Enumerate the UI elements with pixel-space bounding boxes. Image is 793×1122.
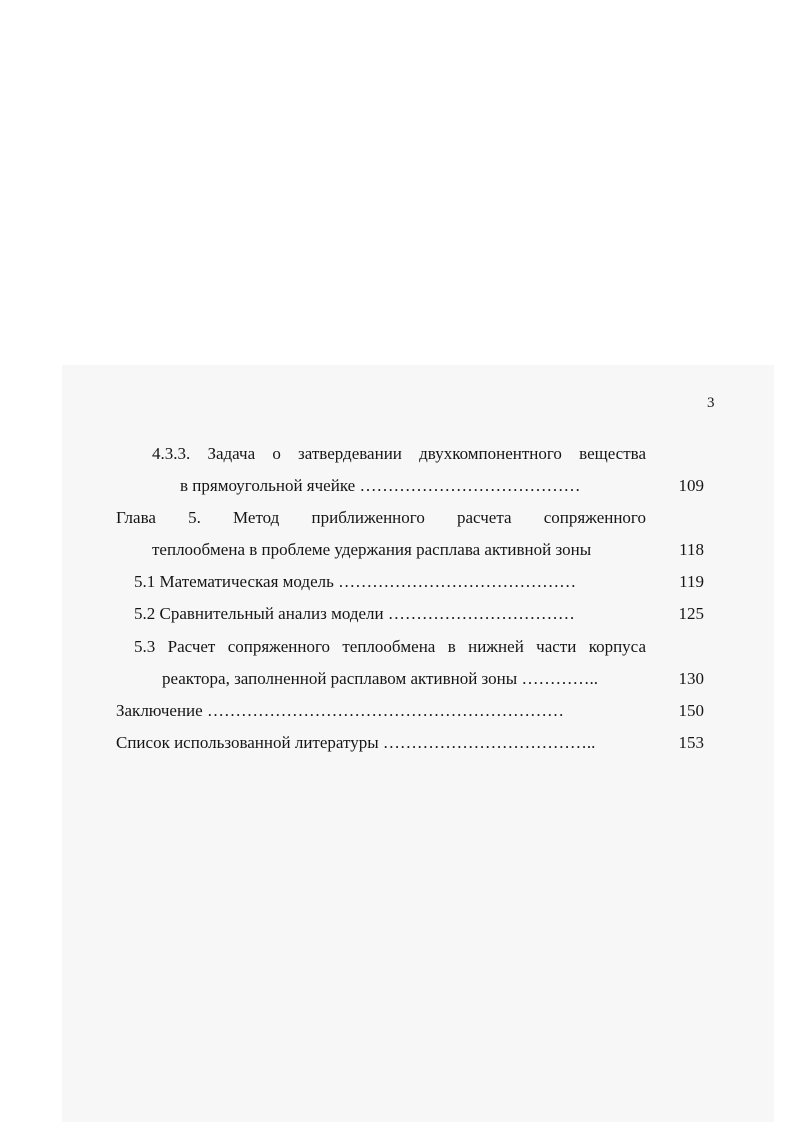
toc-entry-5-3-line1: 5.3 Расчет сопряженного теплообмена в нижней части корпуса	[134, 637, 646, 656]
toc-entry-conclusion: Заключение ………………………………………………………	[116, 701, 564, 720]
toc-entry-references-page: 153	[678, 733, 704, 752]
toc-entry-5-1: 5.1 Математическая модель ……………………………………	[134, 572, 577, 591]
page-number: 3	[707, 395, 715, 411]
toc-entry-4-3-3-line2: в прямоугольной ячейке …………………………………	[180, 476, 581, 495]
toc-entry-conclusion-page: 150	[678, 701, 704, 720]
toc-entry-5-2-page: 125	[678, 604, 704, 623]
toc-entry-5-1-page: 119	[679, 572, 704, 591]
toc-entry-4-3-3-page: 109	[678, 476, 704, 495]
toc-entry-references: Список использованной литературы ………………………………..	[116, 733, 596, 752]
toc-entry-chapter5-line1: Глава 5. Метод приближенного расчета сопряженного	[116, 508, 646, 527]
toc-entry-chapter5-line2: теплообмена в проблеме удержания расплава активной зоны	[152, 540, 592, 559]
toc-entry-chapter5-page: 118	[679, 540, 704, 559]
toc-entry-4-3-3-line1: 4.3.3. Задача о затвердевании двухкомпонентного вещества	[152, 444, 646, 463]
toc-entry-5-2: 5.2 Сравнительный анализ модели ……………………………	[134, 604, 575, 623]
toc-entry-5-3-page: 130	[678, 669, 704, 688]
toc-entry-5-3-line2: реактора, заполненной расплавом активной зоны …………..	[162, 669, 598, 688]
